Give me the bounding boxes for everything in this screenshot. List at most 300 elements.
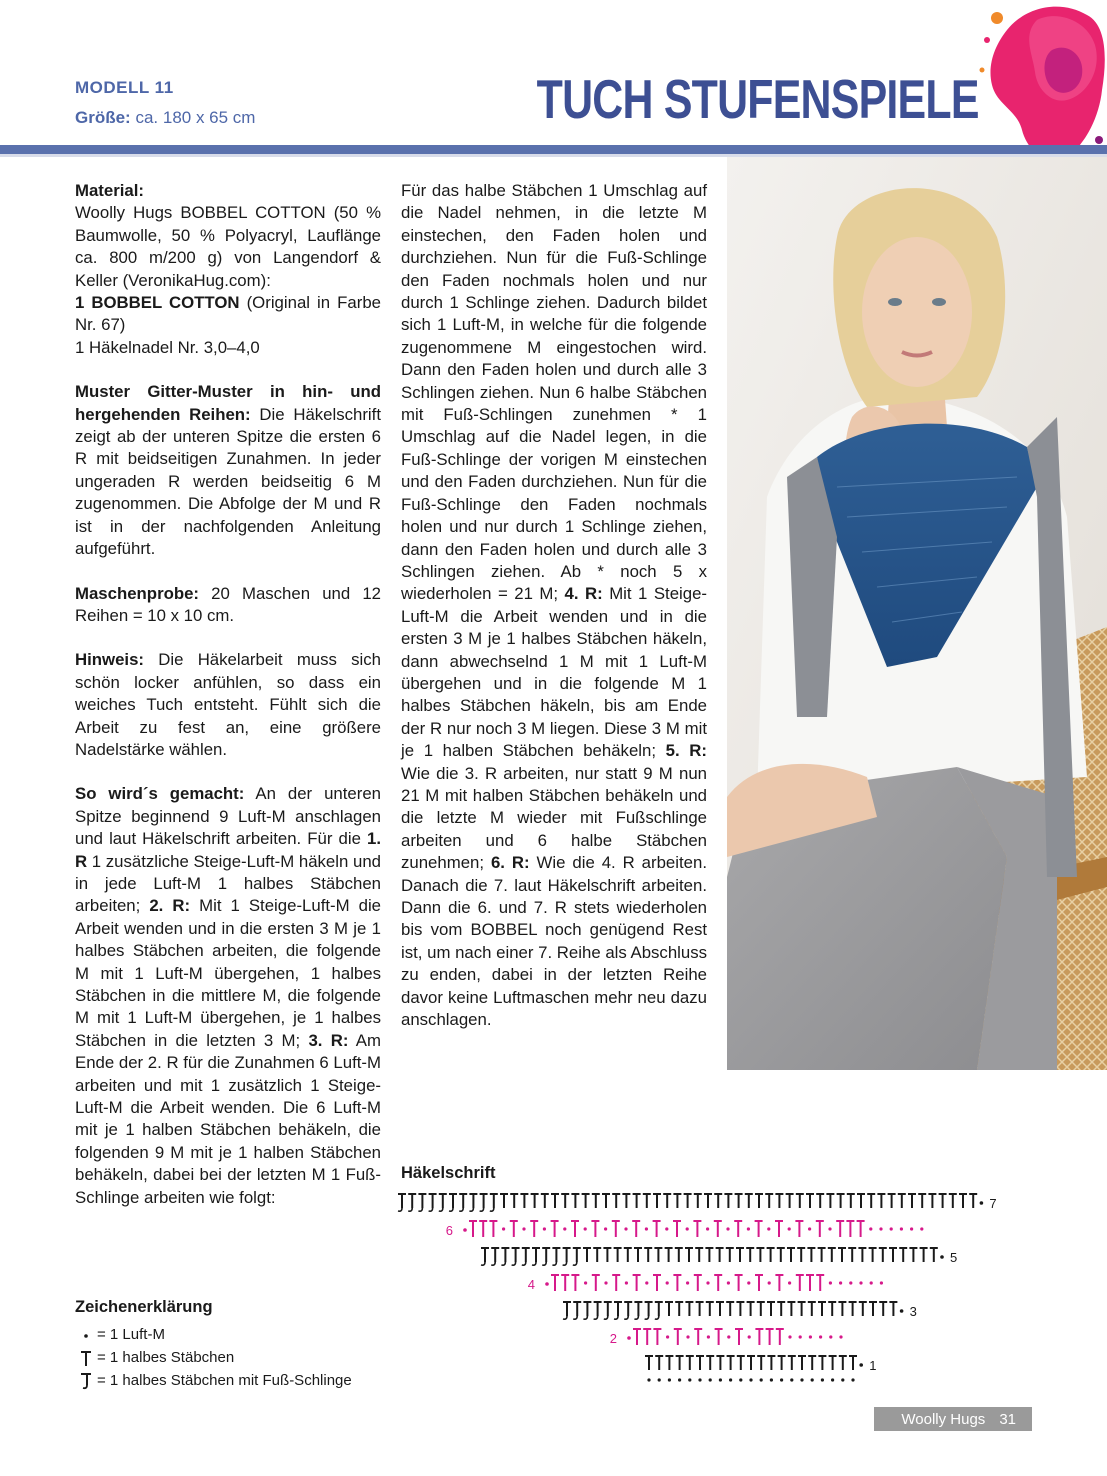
- hdc-foot-loop-stitch: [573, 1302, 581, 1319]
- chain-stitch: [768, 1281, 771, 1284]
- col2-text-4: Wie die 4. R arbeiten. Danach die 7. laut Häkelschrift arbeiten. Dann die 6. und 7. R stets wiederholen bis vom BOBBEL noch genügend Rest ist, um nach einer 7. Reihe als Abschluss zu enden, dabei in der letzten Reihe davor keine Luftmaschen mehr neu dazu anschlagen.: [401, 853, 707, 1030]
- hdc-stitch: [908, 1194, 916, 1208]
- hdc-stitch: [969, 1194, 977, 1208]
- hdc-foot-loop-stitch: [655, 1302, 663, 1319]
- hdc-stitch: [795, 1221, 803, 1237]
- hdc-foot-loop-stitch: [563, 1248, 571, 1265]
- material-section: [75, 180, 381, 359]
- hdc-stitch: [510, 1221, 518, 1237]
- hdc-stitch: [869, 1248, 877, 1262]
- hdc-stitch: [765, 1194, 773, 1208]
- hdc-foot-loop-stitch: [532, 1248, 540, 1265]
- row-label: 1: [869, 1358, 877, 1373]
- foundation-chain: [760, 1378, 763, 1381]
- hdc-stitch: [734, 1221, 742, 1237]
- hdc-stitch: [469, 1221, 477, 1237]
- hdc-stitch: [757, 1356, 765, 1370]
- foundation-chain: [790, 1378, 793, 1381]
- hdc-stitch: [839, 1356, 847, 1370]
- hdc-stitch: [847, 1194, 855, 1208]
- maschenprobe-label: Maschenprobe:: [75, 583, 200, 603]
- hdc-stitch: [798, 1356, 806, 1370]
- chain-stitch: [870, 1281, 873, 1284]
- hdc-stitch: [745, 1194, 753, 1208]
- hdc-stitch: [653, 1275, 661, 1291]
- hdc-stitch: [747, 1356, 755, 1370]
- hdc-stitch: [787, 1248, 795, 1262]
- hdc-foot-loop-stitch: [459, 1194, 467, 1211]
- chain-stitch: [726, 1227, 729, 1230]
- chain-stitch: [839, 1335, 842, 1338]
- instructions-column-2: [401, 180, 707, 1053]
- hdc-stitch: [826, 1194, 834, 1208]
- hdc-stitch: [654, 1248, 662, 1262]
- chain-stitch: [706, 1281, 709, 1284]
- hdc-stitch: [796, 1275, 804, 1291]
- chain-stitch: [880, 1281, 883, 1284]
- hdc-stitch: [602, 1194, 610, 1208]
- hdc-stitch: [714, 1221, 722, 1237]
- row-label: 3: [909, 1304, 917, 1319]
- hinweis-section: [75, 649, 381, 761]
- chain-stitch: [624, 1227, 627, 1230]
- chain-stitch: [584, 1227, 587, 1230]
- hdc-stitch: [653, 1194, 661, 1208]
- hdc-stitch: [665, 1248, 673, 1262]
- so-wirds-text-4: Am Ende der 2. R für die Zunahmen 6 Luft-M arbeiten und mit 1 zusätzlich 1 Steige-Luft-M die Arbeit wenden. Die 6 Luft-M mit je 1 halben Stäbchen behäkeln, die folgenden 9 M mit je 1 halben Stäbchen behäkeln, dabei bei der letzten M 1 Fuß-Schlinge arbeiten wie folgt:: [75, 1030, 381, 1207]
- chain-stitch: [788, 1227, 791, 1230]
- hdc-stitch: [849, 1356, 857, 1370]
- hdc-stitch: [675, 1302, 683, 1316]
- chain-stitch: [809, 1335, 812, 1338]
- hdc-stitch: [816, 1275, 824, 1291]
- hdc-stitch: [920, 1248, 928, 1262]
- hdc-stitch: [489, 1221, 497, 1237]
- chain-stitch: [788, 1281, 791, 1284]
- hdc-stitch: [857, 1194, 865, 1208]
- so-wirds-text-1: An der unteren Spitze beginnend 9 Luft-M anschlagen und laut Häkelschrift arbeiten. Für die: [75, 784, 381, 849]
- chain-stitch: [910, 1227, 913, 1230]
- model-number: MODELL 11: [75, 78, 174, 97]
- page-footer: [874, 1407, 1032, 1431]
- hdc-stitch: [705, 1248, 713, 1262]
- hdc-stitch: [889, 1248, 897, 1262]
- chain-stitch: [849, 1281, 852, 1284]
- material-text: Woolly Hugs BOBBEL COTTON (50 % Baumwolle, 50 % Polyacryl, Lauflänge ca. 800 m/200 g) von Langendorf & Keller (VeronikaHug.com):: [75, 203, 381, 290]
- hdc-stitch: [735, 1329, 743, 1345]
- foundation-chain: [647, 1378, 650, 1381]
- hdc-stitch: [867, 1194, 875, 1208]
- hdc-stitch: [724, 1194, 732, 1208]
- chain-stitch: [808, 1227, 811, 1230]
- turning-chain: [940, 1255, 944, 1259]
- chain-stitch: [686, 1227, 689, 1230]
- hdc-stitch: [612, 1194, 620, 1208]
- muster-text: Die Häkelschrift zeigt ab der unteren Spitze die ersten 6 R mit beidseitigen Zunahmen. In jeder ungeraden R werden beidseitig 6 M zugenommen. Die Abfolge der M und R ist in der nachfolgenden Anleitung aufgeführt.: [75, 404, 381, 559]
- hdc-stitch: [622, 1194, 630, 1208]
- hdc-stitch: [879, 1302, 887, 1316]
- hdc-stitch: [612, 1275, 620, 1291]
- foundation-chain: [668, 1378, 671, 1381]
- chain-stitch: [625, 1281, 628, 1284]
- chain-stitch: [543, 1227, 546, 1230]
- chain-stitch: [645, 1227, 648, 1230]
- hdc-stitch: [909, 1248, 917, 1262]
- material-color: (Original in Farbe Nr. 67): [75, 293, 382, 335]
- hdc-foot-loop-stitch: [439, 1194, 447, 1211]
- so-wirds-text-2: 1 zusätzliche Steige-Luft-M häkeln und in jede Luft-M 1 halbes Stäbchen arbeiten;: [75, 851, 381, 916]
- hdc-stitch: [899, 1248, 907, 1262]
- hdc-stitch: [930, 1248, 938, 1262]
- hdc-stitch: [643, 1329, 651, 1345]
- hdc-stitch: [786, 1194, 794, 1208]
- crochet-chart: [390, 1188, 1050, 1398]
- hdc-stitch: [655, 1356, 663, 1370]
- hdc-stitch: [816, 1194, 824, 1208]
- hdc-stitch: [767, 1302, 775, 1316]
- hdc-stitch: [633, 1275, 641, 1291]
- hdc-stitch: [583, 1248, 591, 1262]
- row-label: 2: [609, 1331, 617, 1346]
- hdc-stitch: [633, 1329, 641, 1345]
- hdc-stitch: [593, 1248, 601, 1262]
- hdc-stitch: [694, 1329, 702, 1345]
- turning-chain: [627, 1336, 631, 1340]
- hdc-stitch: [816, 1221, 824, 1237]
- hdc-stitch: [541, 1194, 549, 1208]
- hdc-stitch: [674, 1329, 682, 1345]
- hdc-stitch: [571, 1275, 579, 1291]
- hdc-stitch: [806, 1275, 814, 1291]
- turning-chain: [980, 1201, 984, 1205]
- foundation-chain: [841, 1378, 844, 1381]
- chain-stitch: [839, 1281, 842, 1284]
- hdc-stitch: [737, 1356, 745, 1370]
- hdc-stitch: [848, 1248, 856, 1262]
- foundation-chain: [831, 1378, 834, 1381]
- chain-stitch: [502, 1227, 505, 1230]
- hdc-stitch: [959, 1194, 967, 1208]
- hdc-stitch: [838, 1248, 846, 1262]
- model-photo: [727, 157, 1107, 1070]
- hdc-stitch: [837, 1194, 845, 1208]
- hdc-stitch: [696, 1356, 704, 1370]
- hdc-stitch: [726, 1302, 734, 1316]
- chain-stitch: [767, 1227, 770, 1230]
- hdc-stitch: [747, 1302, 755, 1316]
- turning-chain: [900, 1309, 904, 1313]
- legend-text-chain: = 1 Luft-M: [97, 1326, 165, 1343]
- hdc-stitch: [614, 1248, 622, 1262]
- chain-stitch: [920, 1227, 923, 1230]
- hdc-stitch: [592, 1194, 600, 1208]
- foundation-chain: [821, 1378, 824, 1381]
- chain-stitch: [584, 1281, 587, 1284]
- chain-stitch: [819, 1335, 822, 1338]
- continued-instructions: [401, 180, 707, 1031]
- chain-stitch: [706, 1227, 709, 1230]
- row-label: 5: [950, 1250, 958, 1265]
- hdc-stitch: [706, 1356, 714, 1370]
- hdc-stitch: [777, 1248, 785, 1262]
- hdc-stitch: [633, 1194, 641, 1208]
- foundation-chain: [729, 1378, 732, 1381]
- hdc-stitch: [612, 1221, 620, 1237]
- foundation-chain: [811, 1378, 814, 1381]
- so-wirds-label: So wird´s gemacht:: [75, 784, 245, 804]
- hdc-stitch: [766, 1329, 774, 1345]
- hdc-stitch: [676, 1356, 684, 1370]
- hdc-foot-loop-stitch: [634, 1302, 642, 1319]
- hdc-stitch: [836, 1221, 844, 1237]
- hdc-stitch: [592, 1275, 600, 1291]
- footer-brand: Woolly Hugs: [901, 1410, 986, 1428]
- material-hook: 1 Häkelnadel Nr. 3,0–4,0: [75, 337, 260, 357]
- hdc-stitch: [571, 1194, 579, 1208]
- header-rule: [0, 145, 1107, 154]
- hdc-stitch: [644, 1248, 652, 1262]
- so-wirds-text-3: Mit 1 Steige-Luft-M die Arbeit wenden und in die ersten 3 M je 1 halbes Stäbchen arbeiten, die folgende M mit 1 Luft-M übergehen, 1 halbes Stäbchen in die mittlere M, die folgende M mit 1 Luft-M übergehen, je 1 halbes Stäbchen in die letzten 3 M;: [75, 896, 381, 1050]
- hdc-stitch: [685, 1302, 693, 1316]
- hdc-stitch: [582, 1194, 590, 1208]
- chain-stitch-icon: [75, 1328, 97, 1342]
- foundation-chain: [698, 1378, 701, 1381]
- hdc-stitch: [673, 1221, 681, 1237]
- row-6-label: 6. R:: [490, 853, 530, 873]
- foundation-chain: [739, 1378, 742, 1381]
- hdc-stitch: [869, 1302, 877, 1316]
- hdc-stitch: [776, 1329, 784, 1345]
- hdc-stitch: [755, 1275, 763, 1291]
- hdc-foot-loop-stitch: [449, 1194, 457, 1211]
- row-2-label: 2. R:: [149, 896, 191, 916]
- chain-stitch: [829, 1335, 832, 1338]
- hdc-stitch: [686, 1356, 694, 1370]
- hdc-stitch: [684, 1194, 692, 1208]
- material-label: Material:: [75, 181, 145, 200]
- hdc-stitch: [715, 1329, 723, 1345]
- chain-stitch: [900, 1227, 903, 1230]
- hdc-foot-loop-stitch: [573, 1248, 581, 1265]
- hdc-stitch: [889, 1302, 897, 1316]
- foundation-chain: [800, 1378, 803, 1381]
- hdc-foot-loop-stitch: [542, 1248, 550, 1265]
- legend-text-hdc: = 1 halbes Stäbchen: [97, 1349, 235, 1366]
- hdc-stitch: [706, 1302, 714, 1316]
- hdc-stitch: [551, 1194, 559, 1208]
- legend-title: Zeichenerklärung: [75, 1298, 213, 1316]
- hdc-stitch: [846, 1221, 854, 1237]
- col2-text-1: Für das halbe Stäbchen 1 Umschlag auf die Nadel nehmen, in die letzte M einstechen, den Faden holen und durchziehen. Nun für die Fuß-Schlinge den Faden nochmals holen und nur durch 1 Schlinge ziehen. Dadurch bildet sich 1 Luft-M, in welche für die folgende zugenommene M eingestochen wird. Dann den Faden holen und durch alle 3 Schlingen ziehen. Nun 6 halbe Stäbchen mit Fuß-Schlingen zunehmen * 1 Umschlag auf die Nadel legen, in die Fuß-Schlinge der vorigen M einstechen und den Faden durchziehen. Nun für die Fuß-Schlinge den Faden nochmals holen und nur durch 1 Schlinge ziehen, dann den Faden holen und durch alle 3 Schlingen ziehen. Ab * noch 5 x wiederholen = 21 M;: [401, 181, 707, 604]
- hdc-stitch: [695, 1248, 703, 1262]
- hdc-stitch: [665, 1302, 673, 1316]
- hdc-stitch: [806, 1194, 814, 1208]
- foundation-chain: [688, 1378, 691, 1381]
- hdc-stitch: [603, 1248, 611, 1262]
- hdc-stitch: [653, 1329, 661, 1345]
- hdc-stitch: [736, 1302, 744, 1316]
- chain-stitch: [665, 1227, 668, 1230]
- hdc-stitch: [778, 1356, 786, 1370]
- hdc-stitch: [888, 1194, 896, 1208]
- chain-stitch: [522, 1227, 525, 1230]
- hdc-stitch: [796, 1194, 804, 1208]
- hdc-stitch: [694, 1194, 702, 1208]
- hdc-stitch: [777, 1302, 785, 1316]
- muster-label: Muster Gitter-Muster in hin- und hergehenden Reihen:: [75, 382, 381, 424]
- hdc-stitch: [726, 1248, 734, 1262]
- page-number: 31: [999, 1410, 1016, 1428]
- hdc-stitch: [939, 1194, 947, 1208]
- hdc-foot-loop-stitch: [583, 1302, 591, 1319]
- page-title: TUCH STUFENSPIELE: [537, 68, 979, 130]
- hdc-stitch: [632, 1221, 640, 1237]
- foundation-chain: [749, 1378, 752, 1381]
- col2-text-2: Mit 1 Steige-Luft-M die Arbeit wenden und in die ersten 3 M je 1 halbes Stäbchen häkeln, dann abwechselnd 1 M mit 1 Luft-M übergehen und in die folgende M 1 halbes Stäbchen häkeln, bis am Ende der R nur noch 3 M liegen. Diese 3 M mit je 1 halben Stäbchen behäkeln;: [401, 584, 708, 761]
- hdc-stitch: [818, 1248, 826, 1262]
- hdc-stitch: [479, 1221, 487, 1237]
- row-4-label: 4. R:: [564, 584, 603, 604]
- chain-stitch: [727, 1281, 730, 1284]
- hdc-stitch: [551, 1275, 559, 1291]
- hdc-stitch: [561, 1275, 569, 1291]
- chain-stitch: [686, 1281, 689, 1284]
- hdc-stitch: [857, 1221, 865, 1237]
- chain-stitch: [879, 1227, 882, 1230]
- hdc-stitch: [727, 1356, 735, 1370]
- hdc-stitch: [818, 1356, 826, 1370]
- chain-stitch: [666, 1335, 669, 1338]
- foundation-chain: [709, 1378, 712, 1381]
- hdc-stitch: [685, 1248, 693, 1262]
- hdc-foot-loop-stitch: [418, 1194, 426, 1211]
- hdc-stitch: [746, 1248, 754, 1262]
- hdc-stitch: [591, 1221, 599, 1237]
- row-label: 4: [527, 1277, 535, 1292]
- chain-stitch: [788, 1335, 791, 1338]
- hdc-stitch: [645, 1356, 653, 1370]
- size-info: [75, 108, 255, 128]
- hdc-foot-loop-stitch: [512, 1248, 520, 1265]
- hdc-stitch: [663, 1194, 671, 1208]
- foundation-chain: [678, 1378, 681, 1381]
- chain-stitch: [563, 1227, 566, 1230]
- hdc-stitch: [798, 1302, 806, 1316]
- row-label: 7: [989, 1196, 997, 1211]
- chain-stitch: [707, 1335, 710, 1338]
- hdc-stitch: [807, 1248, 815, 1262]
- maschenprobe-text: 20 Maschen und 12 Reihen = 10 x 10 cm.: [75, 583, 381, 625]
- hdc-foot-loop-stitch: [398, 1194, 406, 1211]
- hdc-stitch: [634, 1248, 642, 1262]
- hdc-foot-loop-stitch: [552, 1248, 560, 1265]
- legend-item-hdc: [75, 1346, 352, 1369]
- half-double-crochet-icon: [75, 1349, 97, 1367]
- legend: [75, 1298, 352, 1392]
- hdc-stitch: [714, 1275, 722, 1291]
- hdc-stitch: [838, 1302, 846, 1316]
- hdc-stitch: [735, 1194, 743, 1208]
- hdc-stitch: [787, 1302, 795, 1316]
- hdc-stitch: [775, 1221, 783, 1237]
- hinweis-label: Hinweis:: [75, 650, 145, 670]
- hdc-stitch: [624, 1248, 632, 1262]
- hdc-stitch: [665, 1356, 673, 1370]
- hdc-stitch: [704, 1194, 712, 1208]
- hdc-stitch: [735, 1275, 743, 1291]
- foundation-chain: [780, 1378, 783, 1381]
- hdc-foot-loop-stitch: [594, 1302, 602, 1319]
- hdc-stitch: [949, 1194, 957, 1208]
- hdc-stitch: [694, 1275, 702, 1291]
- hdc-stitch: [653, 1221, 661, 1237]
- hdc-foot-loop-stitch: [563, 1302, 571, 1319]
- material-yarn: 1 BOBBEL COTTON: [75, 293, 240, 313]
- chain-stitch: [799, 1335, 802, 1338]
- hdc-stitch: [879, 1248, 887, 1262]
- turning-chain: [463, 1228, 467, 1232]
- turning-chain: [859, 1363, 863, 1367]
- hdc-foot-loop-stitch: [429, 1194, 437, 1211]
- chain-stitch: [890, 1227, 893, 1230]
- hdc-stitch: [673, 1275, 681, 1291]
- hdc-foot-loop-stitch: [408, 1194, 416, 1211]
- hinweis-text: Die Häkelarbeit muss sich schön locker anfühlen, so dass ein weiches Tuch entsteht. Fühlt sich die Arbeit zu fest an, eine größere Nadelstärke wählen.: [75, 650, 381, 759]
- chain-stitch: [666, 1281, 669, 1284]
- hdc-foot-loop-stitch: [490, 1194, 498, 1211]
- chain-stitch: [747, 1227, 750, 1230]
- hdc-stitch: [756, 1248, 764, 1262]
- hdc-stitch: [716, 1302, 724, 1316]
- hdc-foot-loop-stitch: [481, 1248, 489, 1265]
- instructions-column-1: [75, 180, 381, 1231]
- chain-stitch: [604, 1227, 607, 1230]
- hdc-foot-loop-stitch: [501, 1248, 509, 1265]
- col2-text-3: Wie die 3. R arbeiten, nur statt 9 M nun 21 M mit halben Stäbchen behäkeln und die letzte M wieder mit Fußschlinge arbeiten und 6 halbe Stäbchen zunehmen;: [401, 763, 707, 873]
- row-5-label: 5. R:: [665, 741, 707, 761]
- hdc-stitch: [808, 1302, 816, 1316]
- hdc-stitch: [530, 1221, 538, 1237]
- foundation-chain: [770, 1378, 773, 1381]
- turning-chain: [545, 1282, 549, 1286]
- hdc-stitch: [510, 1194, 518, 1208]
- foundation-chain: [658, 1378, 661, 1381]
- hdc-stitch: [696, 1302, 704, 1316]
- hdc-foot-loop-stitch: [645, 1302, 653, 1319]
- hdc-stitch: [788, 1356, 796, 1370]
- hdc-stitch: [877, 1194, 885, 1208]
- hdc-stitch: [928, 1194, 936, 1208]
- row-1-label: 1. R: [75, 829, 381, 871]
- hdc-foot-loop-stitch: [604, 1302, 612, 1319]
- hdc-stitch: [828, 1248, 836, 1262]
- hdc-foot-loop-stitch: [469, 1194, 477, 1211]
- chain-stitch: [859, 1281, 862, 1284]
- hdc-stitch: [767, 1356, 775, 1370]
- hdc-stitch: [736, 1248, 744, 1262]
- hdc-stitch: [849, 1302, 857, 1316]
- hdc-stitch: [693, 1221, 701, 1237]
- hdc-stitch: [755, 1194, 763, 1208]
- hdc-foot-loop-stitch: [614, 1302, 622, 1319]
- hdc-stitch: [755, 1329, 763, 1345]
- legend-item-chain: [75, 1323, 352, 1346]
- hdc-foot-loop-stitch: [491, 1248, 499, 1265]
- chain-stitch: [829, 1281, 832, 1284]
- chain-stitch: [645, 1281, 648, 1284]
- hdc-stitch: [775, 1275, 783, 1291]
- hdc-stitch: [767, 1248, 775, 1262]
